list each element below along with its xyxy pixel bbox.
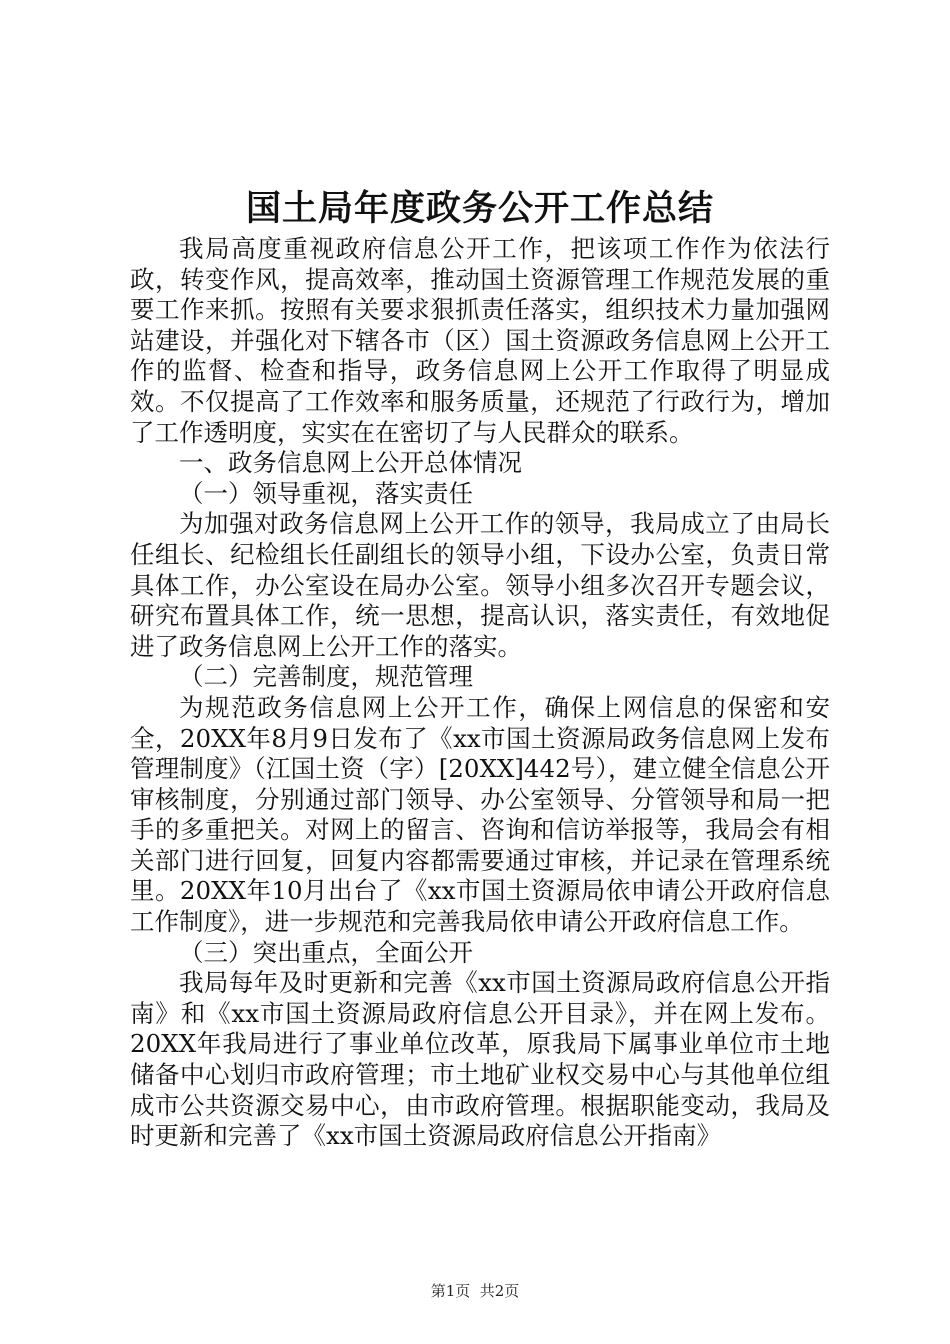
- subsection-heading-3: （三）突出重点，全面公开: [179, 937, 473, 967]
- paragraph-regulations: 为规范政务信息网上公开工作，确保上网信息的保密和安全，20XX年8月9日发布了《xx市国土资源局政务信息网上发布管理制度》（江国土资（字）[20XX]442号），建立健全信息公开审核制度，分别通过部门领导、办公室领导、分管领导和局一把手的多重把关。对网上的留言、咨询和信访举报等，我局会有相关部门进行回复，回复内容都需要通过审核，并记录在管理系统里。20XX年10月出台了《xx市国土资源局依申请公开政府信息工作制度》，进一步规范和完善我局依申请公开政府信息工作。: [130, 692, 830, 937]
- subsection-heading-2: （二）完善制度，规范管理: [179, 662, 473, 692]
- paragraph-leadership: 为加强对政务信息网上公开工作的领导，我局成立了由局长任组长、纪检组长任副组长的领导小组，下设办公室，负责日常具体工作，办公室设在局办公室。领导小组多次召开专题会议，研究布置具体工作，统一思想，提高认识，落实责任，有效地促进了政务信息网上公开工作的落实。: [130, 509, 830, 661]
- subsection-heading-1: （一）领导重视，落实责任: [179, 478, 473, 508]
- paragraph-disclosure: 我局每年及时更新和完善《xx市国土资源局政府信息公开指南》和《xx市国土资源局政府信息公开目录》，并在网上发布。20XX年我局进行了事业单位改革，原我局下属事业单位市土地储备中心划归市政府管理；市土地矿业权交易中心与其他单位组成市公共资源交易中心，由市政府管理。根据职能变动，我局及时更新和完善了《xx市国土资源局政府信息公开指南》: [130, 968, 830, 1151]
- page-footer: [0, 1281, 950, 1301]
- paragraph-intro: 我局高度重视政府信息公开工作，把该项工作作为依法行政，转变作风，提高效率，推动国土资源管理工作规范发展的重要工作来抓。按照有关要求狠抓责任落实，组织技术力量加强网站建设，并强化对下辖各市（区）国土资源政务信息网上公开工作的监督、检查和指导，政务信息网上公开工作取得了明显成效。不仅提高了工作效率和服务质量，还规范了行政行为，增加了工作透明度，实实在在密切了与人民群众的联系。: [130, 234, 830, 447]
- page-number: 第1页 共2页: [430, 1282, 520, 1300]
- section-heading-1: 一、政务信息网上公开总体情况: [179, 448, 522, 478]
- document-title: 国土局年度政务公开工作总结: [245, 188, 714, 229]
- document-body: [130, 234, 830, 1152]
